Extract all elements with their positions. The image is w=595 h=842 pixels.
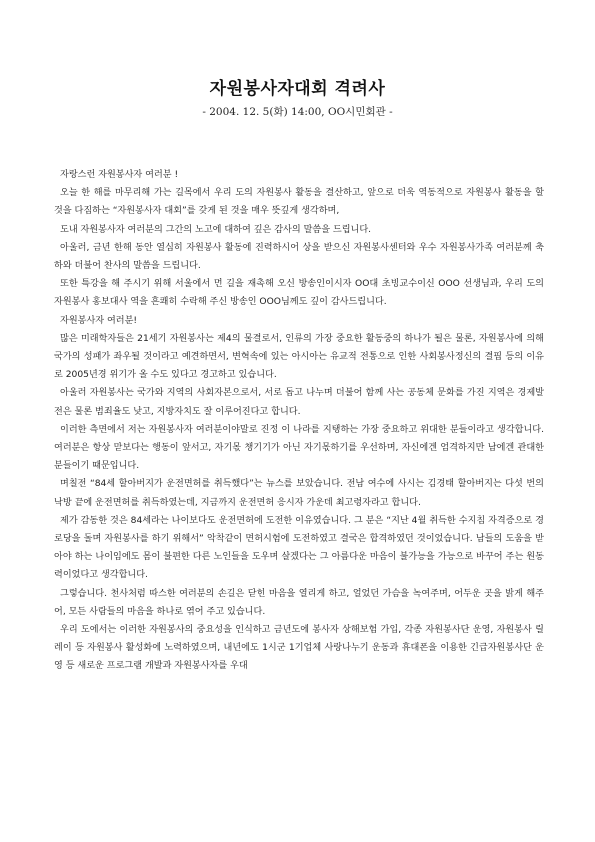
document-body [54, 166, 544, 676]
paragraph-speaker-thanks: 또한 특강을 해 주시기 위해 서울에서 먼 길을 재촉해 오신 방송인이시자 OO대 초빙교수이신 OOO 선생님과, 우리 도의 자원봉사 홍보대사 역을 흔쾌히 수락해 주신 방송인 OOO님께도 깊이 감사드립니다. [54, 279, 544, 308]
paragraph-thanks: 도내 자원봉사자 여러분의 그간의 노고에 대하여 깊은 감사의 말씀을 드립니다. [60, 224, 372, 235]
document-title: 자원봉사자대회 격려사 [209, 79, 386, 99]
paragraph-greeting: 자랑스런 자원봉사자 여러분 ! [60, 170, 179, 180]
paragraph-social-capital: 아울러 자원봉사는 국가와 지역의 사회자본으로서, 서로 돕고 나누며 더불어 함께 사는 공동체 문화를 가진 지역은 경제발전은 물론 범죄율도 낮고, 지방자치도 잘 이루어진다고 합니다. [54, 388, 544, 417]
paragraph-inspiration: 제가 감동한 것은 84세라는 나이보다도 운전면허에 도전한 이유였습니다. 그 분은 “지난 4월 취득한 수지침 자격증으로 경로당을 돌며 자원봉사를 하기 위해서” 악착같이 면허시험에 도전하였고 결국은 합격하였던 것이었습니다. 남들의 도움을 받아야 하는 나이임에도 몸이 불편한 다른 노인들을 도우며 살겠다는 그 아름다운 마음이 불가능을 가능으로 바꾸어 주는 원동력이었다고 생각합니다. [54, 515, 544, 581]
paragraph-news-story: 며칠전 “84세 할아버지가 운전면허를 취득했다”는 뉴스를 보았습니다. 전남 여수에 사시는 김경태 할아버지는 다섯 번의 낙방 끝에 운전면허를 취득하였는데, 지금까지 운전면허 응시자 가운데 최고령자라고 합니다. [54, 479, 544, 508]
paragraph-volunteers-praise: 이러한 측면에서 저는 자원봉사자 여러분이야말로 진정 이 나라를 지탱하는 가장 중요하고 위대한 분들이라고 생각합니다. 여러분은 항상 맏보다는 행동이 앞서고, 자기몫 챙기기가 아닌 자기몫하기를 우선하며, 자신에겐 엄격하지만 남에겐 관대한 분들이기 때문입니다. [54, 424, 544, 472]
paragraph-address: 자원봉사자 여러분! [60, 315, 138, 326]
paragraph-opening: 오늘 한 해를 마무리해 가는 길목에서 우리 도의 자원봉사 활동을 결산하고, 앞으로 더욱 역동적으로 자원봉사 활동을 할 것을 다짐하는 “자원봉사자 대회”를 갖게 된 것을 매우 뜻깊게 생각하며, [54, 188, 544, 217]
paragraph-province-plans: 우리 도에서는 이러한 자원봉사의 중요성을 인식하고 금년도에 봉사자 상해보험 가입, 각종 자원봉사단 운영, 자원봉사 릴레이 등 자원봉사 활성화에 노력하였으며, 내년에도 1시군 1기업체 사랑나누기 운동과 휴대폰을 이용한 긴급자원봉사단 운영 등 새로운 프로그램 개발과 자원봉사자를 우대 [54, 625, 544, 672]
paragraph-congratulations: 아울러, 금년 한해 동안 열심히 자원봉사 활동에 진력하시어 상을 받으신 자원봉사센터와 우수 자원봉사가족 여러분께 축하와 더불어 찬사의 말씀을 드립니다. [54, 242, 544, 272]
document-subtitle: - 2004. 12. 5(화) 14:00, OO시민회관 - [202, 106, 393, 118]
paragraph-futurists: 많은 미래학자들은 21세기 자원봉사는 제4의 물결로서, 인류의 가장 중요한 활동중의 하나가 될은 물론, 자원봉사에 의해 국가의 성패가 좌우될 것이라고 예견하면서, 변혁속에 있는 아시아는 유교적 전통으로 인한 사회봉사정신의 결핍 등의 이유로 2005년경 위기가 올 수도 있다고 경고하고 있습니다. [54, 333, 544, 381]
paragraph-angels: 그렇습니다. 천사처럼 따스한 여러분의 손길은 닫힌 마음을 열리게 하고, 얼었던 가슴을 녹여주며, 어두운 곳을 밝게 해주어, 모든 사람들의 마음을 하나로 엮어 주고 있습니다. [54, 588, 544, 617]
